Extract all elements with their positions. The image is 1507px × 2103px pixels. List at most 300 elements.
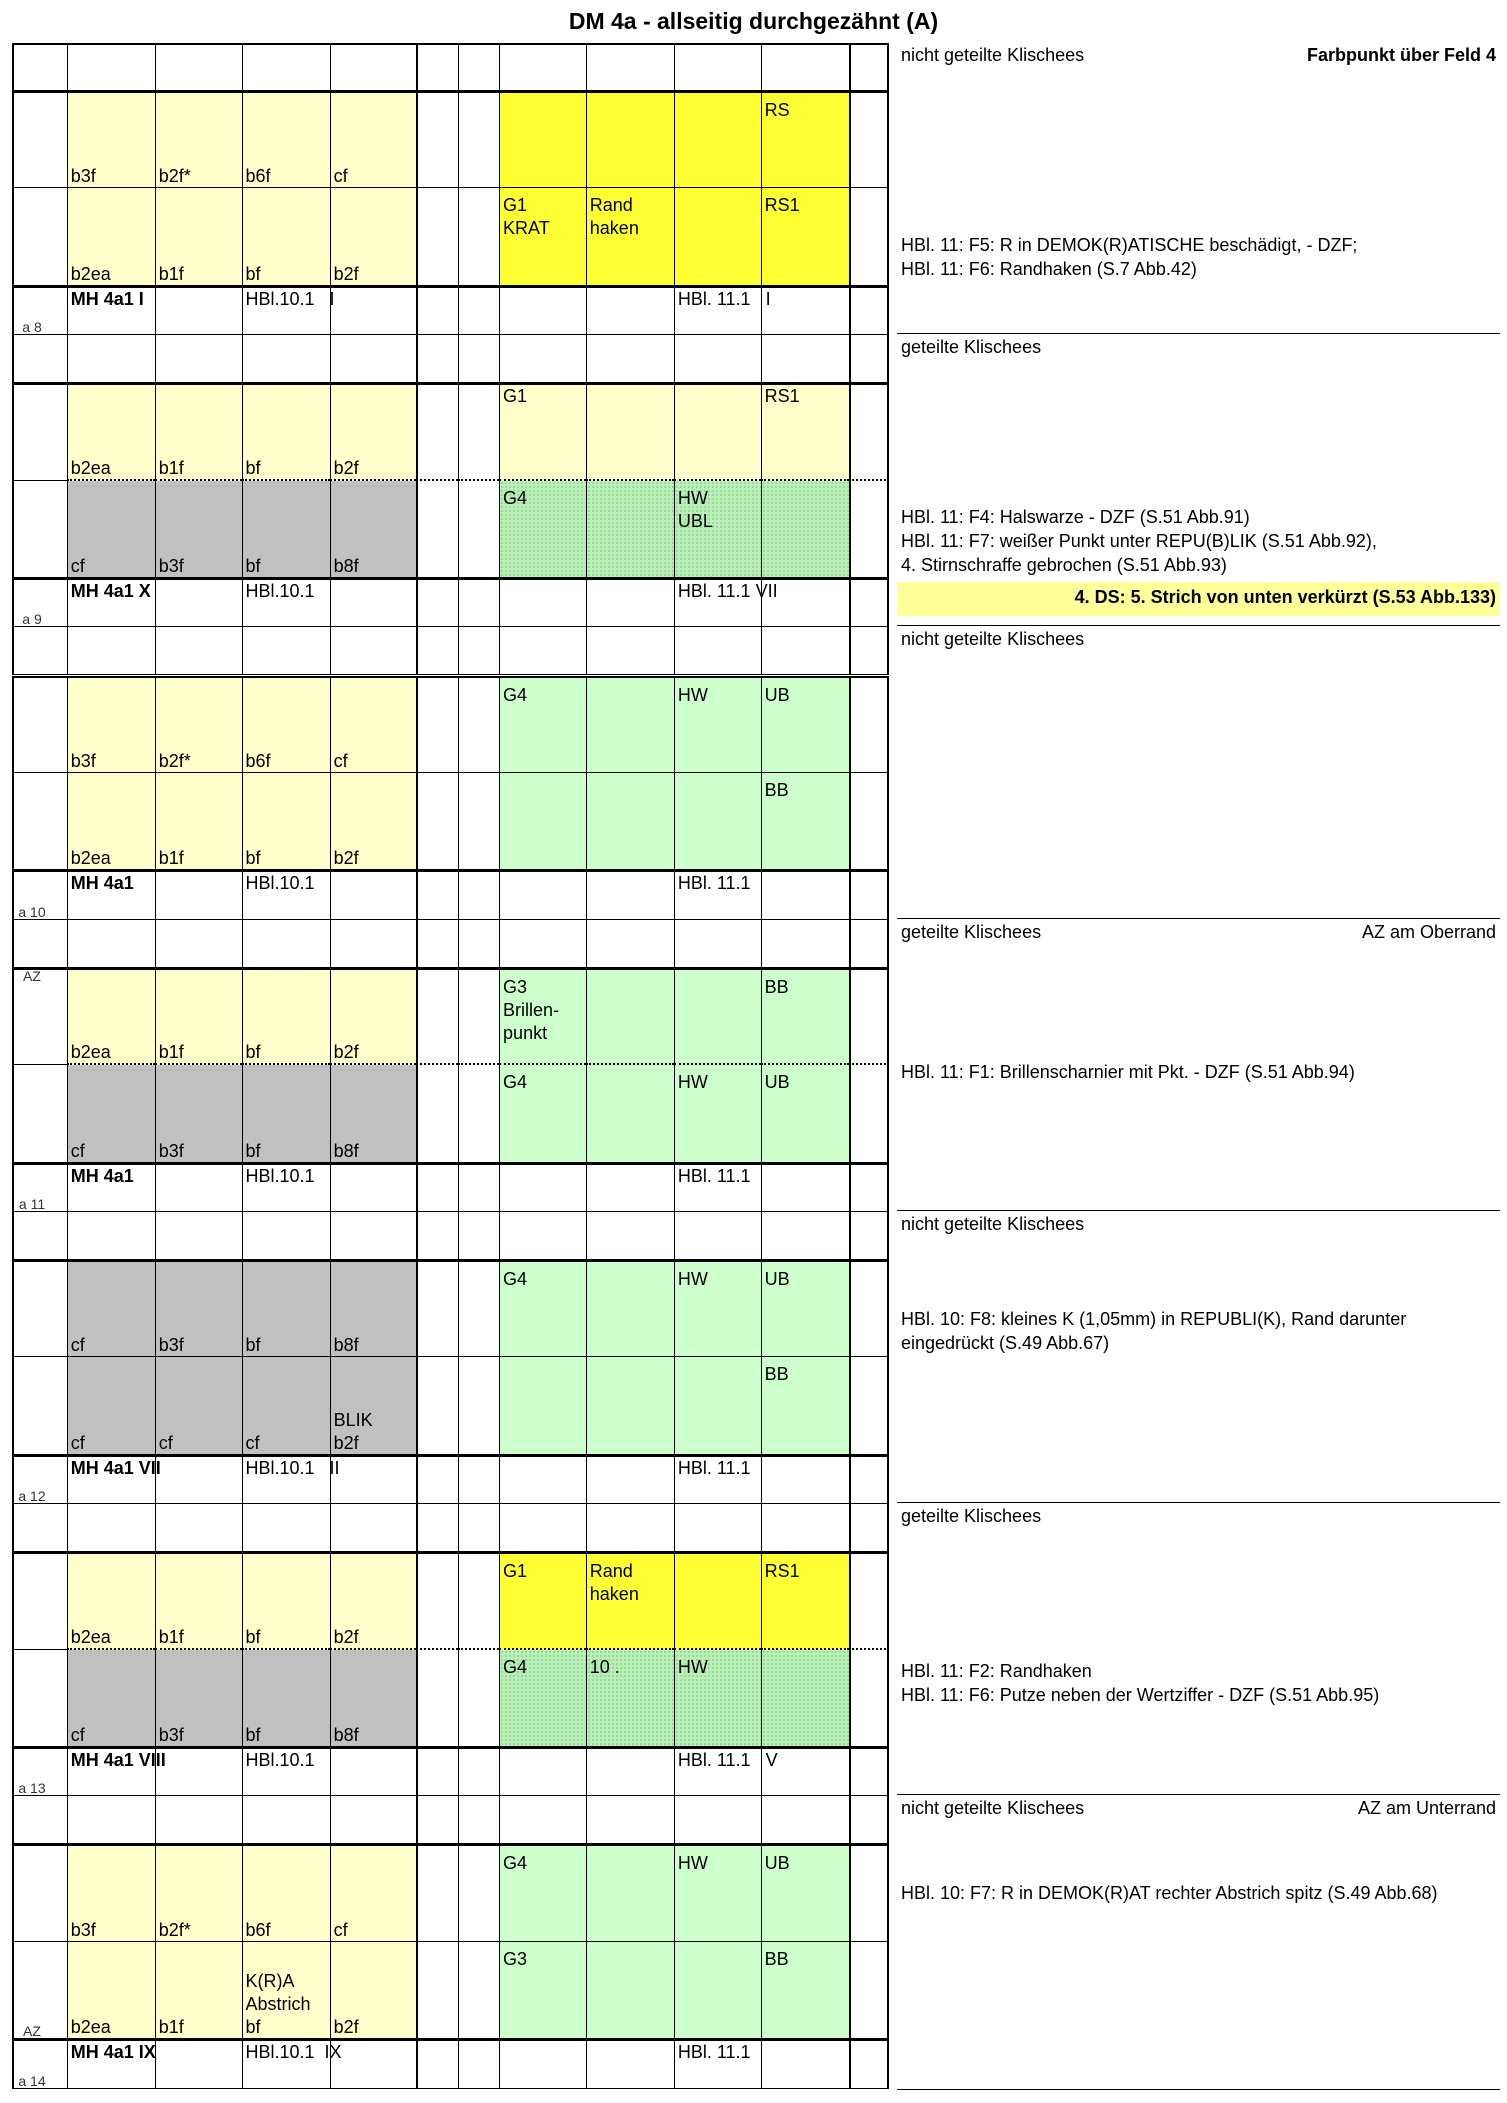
table-cell	[849, 968, 889, 1065]
note-text: HBl. 10: F8: kleines K (1,05mm) in REPUBLI(K), Rand darunter eingedrückt (S.49 Abb.67)	[901, 1308, 1407, 1353]
table-row	[12, 1942, 881, 2039]
table-cell	[12, 1260, 67, 1357]
row-label: a 12	[18, 1488, 46, 1505]
cell-text: HBl. 11.1	[677, 873, 751, 894]
cell-text: b6f	[245, 750, 271, 771]
table-cell	[849, 335, 889, 383]
cell-text: b2f*	[158, 166, 191, 187]
table-cell	[849, 676, 889, 773]
table-cell	[674, 1942, 761, 2039]
cell-text: b2f*	[158, 1919, 191, 1940]
table-cell	[499, 383, 586, 480]
table-cell	[67, 1747, 166, 1796]
table-cell	[499, 1357, 586, 1454]
table-cell	[499, 43, 586, 91]
table-cell	[12, 1357, 67, 1454]
table-cell	[458, 676, 499, 773]
cell-text: cf	[70, 1432, 85, 1453]
cell-text: b8f	[333, 1335, 359, 1356]
table-cell	[499, 335, 586, 383]
table-cell	[67, 968, 155, 1065]
cell-text: UB	[764, 1072, 790, 1093]
table-cell	[586, 481, 674, 578]
table-cell	[761, 1844, 849, 1941]
table-cell	[242, 1942, 330, 2039]
table-cell	[849, 1065, 889, 1162]
table-cell	[155, 335, 242, 383]
table-cell	[586, 1065, 674, 1162]
table-cell	[586, 1650, 674, 1747]
cell-text: b2f	[333, 263, 359, 284]
table-row	[12, 1357, 881, 1454]
table-cell	[242, 1844, 330, 1941]
cell-text: bf	[245, 556, 261, 577]
table-row	[12, 1844, 881, 1941]
table-cell	[155, 1844, 242, 1941]
table-cell	[674, 1163, 761, 1212]
table-cell	[330, 676, 417, 773]
table-cell	[155, 578, 242, 627]
cell-text: BLIK b2f	[333, 1409, 373, 1453]
table-cell	[416, 1552, 457, 1649]
table-cell	[586, 1455, 674, 1504]
table-cell	[761, 920, 849, 968]
table-cell	[499, 578, 586, 627]
table-cell	[330, 578, 417, 627]
table-cell	[155, 286, 242, 335]
table-cell	[12, 481, 67, 578]
table-row	[12, 773, 881, 870]
table-cell	[416, 870, 457, 919]
table-cell	[416, 1942, 457, 2039]
cell-text: BB	[764, 976, 789, 997]
table-cell	[761, 773, 849, 870]
table-cell	[458, 1065, 499, 1162]
table-cell	[67, 920, 155, 968]
table-cell	[849, 1163, 889, 1212]
table-cell	[849, 2039, 889, 2088]
table-cell	[674, 383, 761, 480]
table-cell	[416, 1747, 457, 1796]
table-cell	[416, 676, 457, 773]
table-cell	[67, 870, 155, 919]
table-cell	[674, 773, 761, 870]
cell-text: G1	[503, 386, 528, 407]
table-row	[12, 1455, 881, 1504]
cell-text: b3f	[158, 1335, 184, 1356]
cell-text: b2ea	[70, 263, 111, 284]
cell-text: G4	[503, 1853, 528, 1874]
table-cell	[12, 1552, 67, 1649]
cell-text: HW	[677, 684, 708, 705]
cell-text: cf	[158, 1432, 173, 1453]
table-cell	[67, 2039, 155, 2088]
table-cell	[761, 1796, 849, 1844]
table-cell	[586, 1260, 674, 1357]
cell-text: HBl. 11.1	[677, 1165, 751, 1186]
table-cell	[12, 1844, 67, 1941]
table-cell	[849, 1942, 889, 2039]
note-text: HBl. 11: F5: R in DEMOK(R)ATISCHE beschädigt, - DZF; HBl. 11: F6: Randhaken (S.7 Abb.42)	[901, 235, 1358, 279]
table-cell	[499, 968, 586, 1065]
cell-text: b3f	[158, 556, 184, 577]
table-cell	[761, 91, 849, 188]
table-cell	[586, 870, 674, 919]
table-cell	[849, 1747, 889, 1796]
table-cell	[586, 676, 674, 773]
table-cell	[674, 1552, 761, 1649]
table-cell	[12, 676, 67, 773]
table-cell	[586, 1844, 674, 1941]
table-cell	[586, 286, 674, 335]
cell-text: 10 .	[589, 1656, 620, 1677]
table-cell	[499, 1163, 586, 1212]
table-row	[12, 2039, 881, 2088]
table-cell	[416, 1212, 457, 1260]
table-row	[12, 1552, 881, 1649]
cell-text: HW	[677, 1853, 708, 1874]
table-cell	[12, 1796, 67, 1844]
table-cell	[761, 676, 849, 773]
cell-text: HBl.10.1	[245, 1165, 315, 1186]
cell-text: cf	[333, 750, 348, 771]
table-cell	[674, 1796, 761, 1844]
note-text: AZ am Unterrand	[1357, 1798, 1496, 1819]
cell-text: b3f	[70, 1919, 96, 1940]
table-cell	[586, 335, 674, 383]
table-cell	[458, 968, 499, 1065]
table-cell	[155, 481, 242, 578]
table-cell	[330, 1504, 417, 1552]
table-cell	[586, 1212, 674, 1260]
table-cell	[458, 1552, 499, 1649]
note-text: geteilte Klischees	[901, 337, 1042, 358]
table-cell	[242, 676, 330, 773]
table-cell	[674, 676, 761, 773]
table-cell	[761, 578, 849, 627]
table-cell	[761, 1747, 849, 1796]
page-title: DM 4a - allseitig durchgezähnt (A)	[568, 8, 939, 34]
table-cell	[849, 1504, 889, 1552]
table-row	[12, 968, 881, 1065]
table-cell	[416, 1650, 457, 1747]
table-cell	[155, 1796, 242, 1844]
table-cell	[761, 1212, 849, 1260]
cell-text: cf	[333, 1919, 348, 1940]
table-row	[12, 920, 881, 968]
table-cell	[416, 773, 457, 870]
row-label: a 10	[18, 903, 46, 920]
table-cell	[761, 1552, 849, 1649]
cell-text: Rand haken	[589, 1561, 639, 1605]
table-cell	[458, 1163, 499, 1212]
table-cell	[458, 870, 499, 919]
table-cell	[499, 676, 586, 773]
table-cell	[330, 627, 417, 675]
table-cell	[458, 1212, 499, 1260]
notes-separator	[897, 1794, 1500, 1795]
cell-text: HBl. 11.1 VII	[677, 581, 778, 602]
table-cell	[849, 627, 889, 675]
table-cell	[499, 188, 586, 285]
table-cell	[242, 1065, 330, 1162]
table-cell	[12, 627, 67, 675]
table-cell	[761, 627, 849, 675]
table-row	[12, 286, 881, 335]
table-cell	[416, 968, 457, 1065]
table-cell	[67, 1552, 155, 1649]
cell-text: G3	[503, 1948, 528, 1969]
table-cell	[242, 286, 335, 335]
table-cell	[499, 773, 586, 870]
note-text: HBl. 11: F4: Halswarze - DZF (S.51 Abb.91) HBl. 11: F7: weißer Punkt unter REPU(B)LIK (S.51 Abb.92), 4. Stirnschraffe gebrochen (S.51 Abb.93)	[901, 507, 1377, 576]
table-cell	[674, 920, 761, 968]
table-cell	[416, 1260, 457, 1357]
table-cell	[674, 188, 761, 285]
table-cell	[761, 188, 849, 285]
table-cell	[12, 920, 67, 968]
cell-text: bf	[245, 263, 261, 284]
cell-text: bf	[245, 1626, 261, 1647]
table-cell	[849, 1260, 889, 1357]
cell-text: HBl. 11.1 V	[677, 1750, 778, 1771]
note-text: 4. DS: 5. Strich von unten verkürzt (S.53 Abb.133)	[1074, 587, 1496, 608]
table-cell	[586, 578, 674, 627]
table-row	[12, 676, 881, 773]
table-cell	[499, 1260, 586, 1357]
table-cell	[416, 335, 457, 383]
table-cell	[67, 1455, 161, 1504]
table-cell	[499, 1504, 586, 1552]
row-label: a 8	[22, 319, 42, 336]
az-marker: AZ	[23, 967, 41, 984]
row-label: AZ	[23, 2023, 41, 2040]
table-row	[12, 1650, 881, 1747]
table-cell	[586, 1796, 674, 1844]
table-cell	[67, 335, 155, 383]
table-cell	[761, 1065, 849, 1162]
row-label: a 14	[18, 2072, 46, 2089]
table-row	[12, 481, 881, 578]
note-text: geteilte Klischees	[901, 921, 1042, 942]
table-cell	[586, 1552, 674, 1649]
cell-text: b2ea	[70, 457, 111, 478]
table-cell	[242, 91, 330, 188]
table-cell	[416, 578, 457, 627]
table-cell	[849, 920, 889, 968]
table-row	[12, 1163, 881, 1212]
table-cell	[12, 43, 67, 91]
table-cell	[849, 188, 889, 285]
cell-text: HBl.10.1	[245, 873, 315, 894]
cell-text: cf	[70, 1335, 85, 1356]
cell-text: G4	[503, 1072, 528, 1093]
table-cell	[458, 578, 499, 627]
table-cell	[458, 188, 499, 285]
cell-text: RS	[764, 100, 790, 121]
note-text: Farbpunkt über Feld 4	[1306, 45, 1496, 65]
table-cell	[416, 383, 457, 480]
table-cell	[761, 1650, 849, 1747]
table-cell	[761, 1504, 849, 1552]
table-cell	[12, 1650, 67, 1747]
cell-text: b3f	[158, 1140, 184, 1161]
table-row	[12, 383, 881, 480]
table-cell	[155, 773, 242, 870]
table-row	[12, 1260, 881, 1357]
table-cell	[416, 1163, 457, 1212]
table-cell	[849, 1357, 889, 1454]
table-cell	[67, 1796, 155, 1844]
cell-text: MH 4a1 VII	[70, 1457, 161, 1478]
table-cell	[242, 1357, 330, 1454]
cell-text: HBl. 11.1 I	[677, 288, 771, 309]
table-cell	[499, 1650, 586, 1747]
table-cell	[155, 43, 242, 91]
table-cell	[330, 1650, 417, 1747]
table-cell	[67, 627, 155, 675]
table-row	[12, 43, 881, 91]
table-cell	[586, 91, 674, 188]
cell-text: b3f	[70, 166, 96, 187]
table-cell	[849, 91, 889, 188]
table-cell	[674, 335, 761, 383]
table-cell	[330, 1065, 417, 1162]
table-cell	[67, 481, 155, 578]
cell-text: b6f	[245, 166, 271, 187]
table-cell	[242, 188, 330, 285]
cell-text: MH 4a1 VIII	[70, 1750, 166, 1771]
cell-text: b1f	[158, 457, 184, 478]
table-cell	[674, 481, 761, 578]
cell-text: b3f	[158, 1725, 184, 1746]
table-cell	[458, 91, 499, 188]
row-label: a 9	[22, 611, 42, 628]
table-cell	[12, 188, 67, 285]
table-cell	[499, 1747, 586, 1796]
table-cell	[155, 1942, 242, 2039]
cell-text: b1f	[158, 263, 184, 284]
table-cell	[761, 870, 849, 919]
table-cell	[67, 1260, 155, 1357]
table-cell	[674, 1844, 761, 1941]
table-cell	[242, 578, 330, 627]
table-cell	[242, 1212, 330, 1260]
table-cell	[586, 188, 674, 285]
table-cell	[849, 1212, 889, 1260]
cell-text: HBl.10.1	[245, 1750, 315, 1771]
cell-text: b8f	[333, 556, 359, 577]
table-cell	[499, 1796, 586, 1844]
cell-text: G4	[503, 1656, 528, 1677]
table-cell	[674, 1357, 761, 1454]
table-cell	[67, 286, 155, 335]
note-text: geteilte Klischees	[901, 1506, 1042, 1527]
table-cell	[330, 870, 417, 919]
table-cell	[674, 627, 761, 675]
table-cell	[586, 43, 674, 91]
notes-separator	[897, 1210, 1500, 1211]
table-cell	[330, 1844, 417, 1941]
row-label: a 13	[18, 1780, 46, 1797]
table-cell	[330, 1747, 417, 1796]
table-cell	[674, 1504, 761, 1552]
table-cell	[586, 1357, 674, 1454]
cell-text: b2f*	[158, 750, 191, 771]
table-cell	[586, 1942, 674, 2039]
table-cell	[499, 870, 586, 919]
cell-text: b3f	[70, 750, 96, 771]
table-cell	[458, 1260, 499, 1357]
table-cell	[155, 91, 242, 188]
table-cell	[674, 286, 771, 335]
cell-text: HW	[677, 1072, 708, 1093]
cell-text: cf	[245, 1432, 260, 1453]
table-cell	[67, 43, 155, 91]
table-cell	[330, 91, 417, 188]
cell-text: b8f	[333, 1725, 359, 1746]
table-cell	[330, 1552, 417, 1649]
table-cell	[674, 1260, 761, 1357]
table-cell	[761, 1357, 849, 1454]
table-cell	[674, 1065, 761, 1162]
table-cell	[458, 773, 499, 870]
table-cell	[67, 1844, 155, 1941]
table-cell	[155, 1212, 242, 1260]
cell-text: HBl.10.1	[245, 581, 315, 602]
cell-text: G4	[503, 487, 528, 508]
table-cell	[330, 968, 417, 1065]
table-cell	[761, 968, 849, 1065]
table-row	[12, 188, 881, 285]
cell-text: BB	[764, 779, 789, 800]
cell-text: RS1	[764, 386, 800, 407]
table-cell	[499, 1065, 586, 1162]
table-cell	[242, 968, 330, 1065]
table-cell	[849, 1455, 889, 1504]
table-cell	[586, 383, 674, 480]
notes-separator	[897, 625, 1500, 626]
cell-text: cf	[70, 556, 85, 577]
table-cell	[458, 1650, 499, 1747]
table-cell	[155, 627, 242, 675]
table-row	[12, 627, 881, 675]
cell-text: bf	[245, 1140, 261, 1161]
cell-text: G1	[503, 1561, 528, 1582]
table-cell	[458, 2039, 499, 2088]
table-cell	[416, 1065, 457, 1162]
table-cell	[674, 968, 761, 1065]
table-cell	[458, 1796, 499, 1844]
table-cell	[330, 2039, 417, 2088]
table-cell	[330, 43, 417, 91]
table-cell	[761, 1260, 849, 1357]
table-cell	[849, 1796, 889, 1844]
cell-text: cf	[70, 1725, 85, 1746]
table-cell	[458, 1747, 499, 1796]
cell-text: MH 4a1 IX	[70, 2042, 156, 2063]
note-text: HBl. 10: F7: R in DEMOK(R)AT rechter Abstrich spitz (S.49 Abb.68)	[901, 1883, 1438, 1904]
table-cell	[499, 920, 586, 968]
table-cell	[458, 1357, 499, 1454]
table-cell	[586, 627, 674, 675]
table-cell	[330, 1942, 417, 2039]
table-cell	[849, 773, 889, 870]
table-cell	[242, 1504, 330, 1552]
table-cell	[67, 1212, 155, 1260]
notes-separator	[897, 333, 1500, 334]
table-cell	[67, 1163, 155, 1212]
